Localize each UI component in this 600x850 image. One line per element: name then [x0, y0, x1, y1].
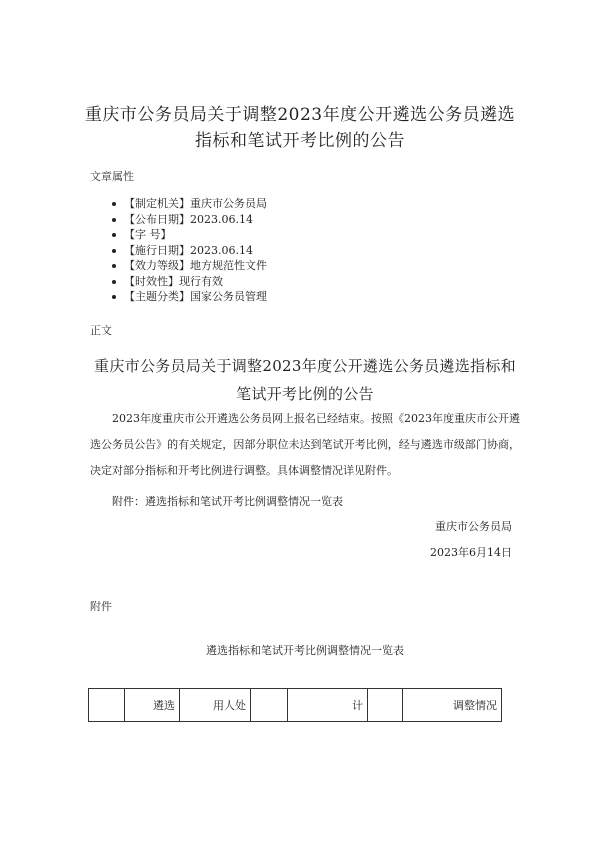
body-label: 正文 — [90, 324, 112, 337]
table-header-cell: 遴选 — [125, 689, 180, 722]
table-title: 遴选指标和笔试开考比例调整情况一览表 — [206, 644, 404, 657]
attribute-list — [110, 196, 267, 305]
table-header-row — [89, 689, 502, 722]
attribute-item: 【效力等级】地方规范性文件 — [110, 258, 267, 274]
table-header-cell — [368, 689, 403, 722]
attachment-reference: 附件：遴选指标和笔试开考比例调整情况一览表 — [112, 495, 343, 508]
table-header-cell: 计 — [288, 689, 368, 722]
attributes-label: 文章属性 — [90, 170, 134, 183]
body-title: 重庆市公务员局关于调整2023年度公开遴选公务员遴选指标和笔试开考比例的公告 — [94, 357, 516, 403]
attribute-item: 【字 号】 — [110, 227, 267, 243]
signature-date: 2023年6月14日 — [430, 546, 512, 559]
attribute-item: 【制定机关】重庆市公务员局 — [110, 196, 267, 212]
attribute-item: 【施行日期】2023.06.14 — [110, 243, 267, 259]
table-header-cell: 调整情况 — [403, 689, 502, 722]
attribute-item: 【时效性】现行有效 — [110, 274, 267, 290]
signature-organization: 重庆市公务员局 — [435, 520, 512, 533]
table-header-cell: 用人处 — [180, 689, 251, 722]
table-header-cell — [89, 689, 125, 722]
adjustment-table — [88, 688, 502, 722]
document-title: 重庆市公务员局关于调整2023年度公开遴选公务员遴选指标和笔试开考比例的公告 — [84, 105, 516, 151]
table-header-cell — [251, 689, 288, 722]
body-paragraph: 2023年度重庆市公开遴选公务员网上报名已经结束。按照《2023年度重庆市公开遴选公务员公告》的有关规定，因部分职位未达到笔试开考比例，经与遴选市级部门协商，决定对部分指标和开考比例进行调整。具体调整情况详见附件。 — [90, 412, 520, 477]
attribute-item: 【公布日期】2023.06.14 — [110, 212, 267, 228]
attachment-label: 附件 — [90, 600, 112, 613]
attribute-item: 【主题分类】国家公务员管理 — [110, 289, 267, 305]
